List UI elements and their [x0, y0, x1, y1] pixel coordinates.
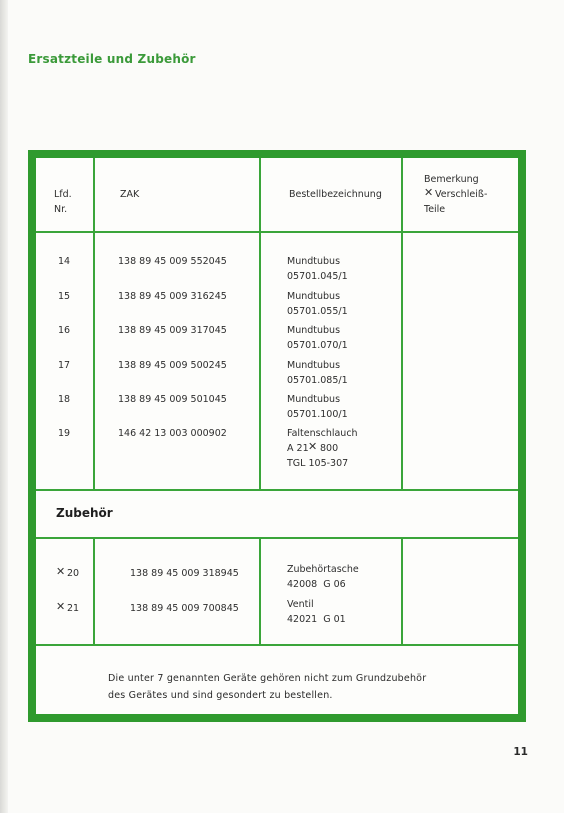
footnote-line-2: des Gerätes und sind gesondert zu bestellen.	[108, 690, 333, 701]
cross-mark-icon: ✕	[56, 565, 66, 578]
page-binding-edge	[0, 0, 8, 813]
column-divider-2b	[259, 537, 261, 645]
row-15-zak: 138 89 45 009 316245	[118, 291, 227, 302]
row-14-code: 05701.045/1	[287, 271, 348, 282]
column-divider-3	[401, 158, 403, 491]
footnote	[108, 670, 426, 704]
row-14-zak: 138 89 45 009 552045	[118, 256, 227, 267]
row-14-name: Mundtubus	[287, 256, 341, 267]
column-divider-2	[259, 158, 261, 491]
header-nr: Nr.	[54, 204, 68, 215]
row-17-nr: 17	[58, 360, 71, 371]
row-14-nr: 14	[58, 256, 71, 267]
column-divider-1	[93, 158, 95, 491]
row-16-name: Mundtubus	[287, 325, 341, 336]
row-19-nr: 19	[58, 428, 71, 439]
row-20-nr: 20	[67, 568, 80, 579]
header-divider	[36, 231, 518, 233]
row-19-standard: TGL 105-307	[287, 458, 349, 469]
row-15-nr: 15	[58, 291, 71, 302]
row-18-nr: 18	[58, 394, 71, 405]
header-teile: Teile	[424, 204, 446, 215]
row-19-zak: 146 42 13 003 000902	[118, 428, 227, 439]
column-divider-3b	[401, 537, 403, 645]
section-title-zubehoer: Zubehör	[56, 506, 113, 520]
row-17-zak: 138 89 45 009 500245	[118, 360, 227, 371]
row-20-code: 42008 G 06	[287, 579, 346, 590]
column-divider-1b	[93, 537, 95, 645]
header-bemerkung: Bemerkung	[424, 174, 479, 185]
row-16-code: 05701.070/1	[287, 340, 348, 351]
header-verschleiss: Verschleiß-	[435, 189, 488, 200]
row-20-zak: 138 89 45 009 318945	[130, 568, 239, 579]
row-19-name: Faltenschlauch	[287, 428, 358, 439]
row-18-zak: 138 89 45 009 501045	[118, 394, 227, 405]
row-15-code: 05701.055/1	[287, 306, 348, 317]
row-18-name: Mundtubus	[287, 394, 341, 405]
footnote-line-1: Die unter 7 genannten Geräte gehören nicht zum Grundzubehör	[108, 673, 427, 684]
cross-mark-icon: ✕	[424, 186, 434, 199]
row-20-name: Zubehörtasche	[287, 564, 359, 575]
row-15-name: Mundtubus	[287, 291, 341, 302]
times-sign-icon: ✕	[308, 440, 318, 453]
row-21-nr: 21	[67, 603, 80, 614]
page-number: 11	[513, 746, 528, 758]
header-lfd: Lfd.	[54, 189, 72, 200]
row-19-size-prefix: A 21	[287, 443, 309, 454]
row-19-size-suffix: 800	[320, 443, 339, 454]
page-title: Ersatzteile und Zubehör	[28, 52, 196, 66]
row-21-code: 42021 G 01	[287, 614, 346, 625]
section-divider-top	[36, 489, 518, 491]
footnote-divider	[36, 644, 518, 646]
row-18-code: 05701.100/1	[287, 409, 348, 420]
row-16-nr: 16	[58, 325, 71, 336]
row-17-code: 05701.085/1	[287, 375, 348, 386]
header-bestellbezeichnung: Bestellbezeichnung	[289, 189, 382, 200]
section-divider-bottom	[36, 537, 518, 539]
header-zak: ZAK	[120, 189, 140, 200]
row-21-zak: 138 89 45 009 700845	[130, 603, 239, 614]
cross-mark-icon: ✕	[56, 600, 66, 613]
row-21-name: Ventil	[287, 599, 314, 610]
parts-table	[28, 150, 526, 722]
row-16-zak: 138 89 45 009 317045	[118, 325, 227, 336]
row-17-name: Mundtubus	[287, 360, 341, 371]
